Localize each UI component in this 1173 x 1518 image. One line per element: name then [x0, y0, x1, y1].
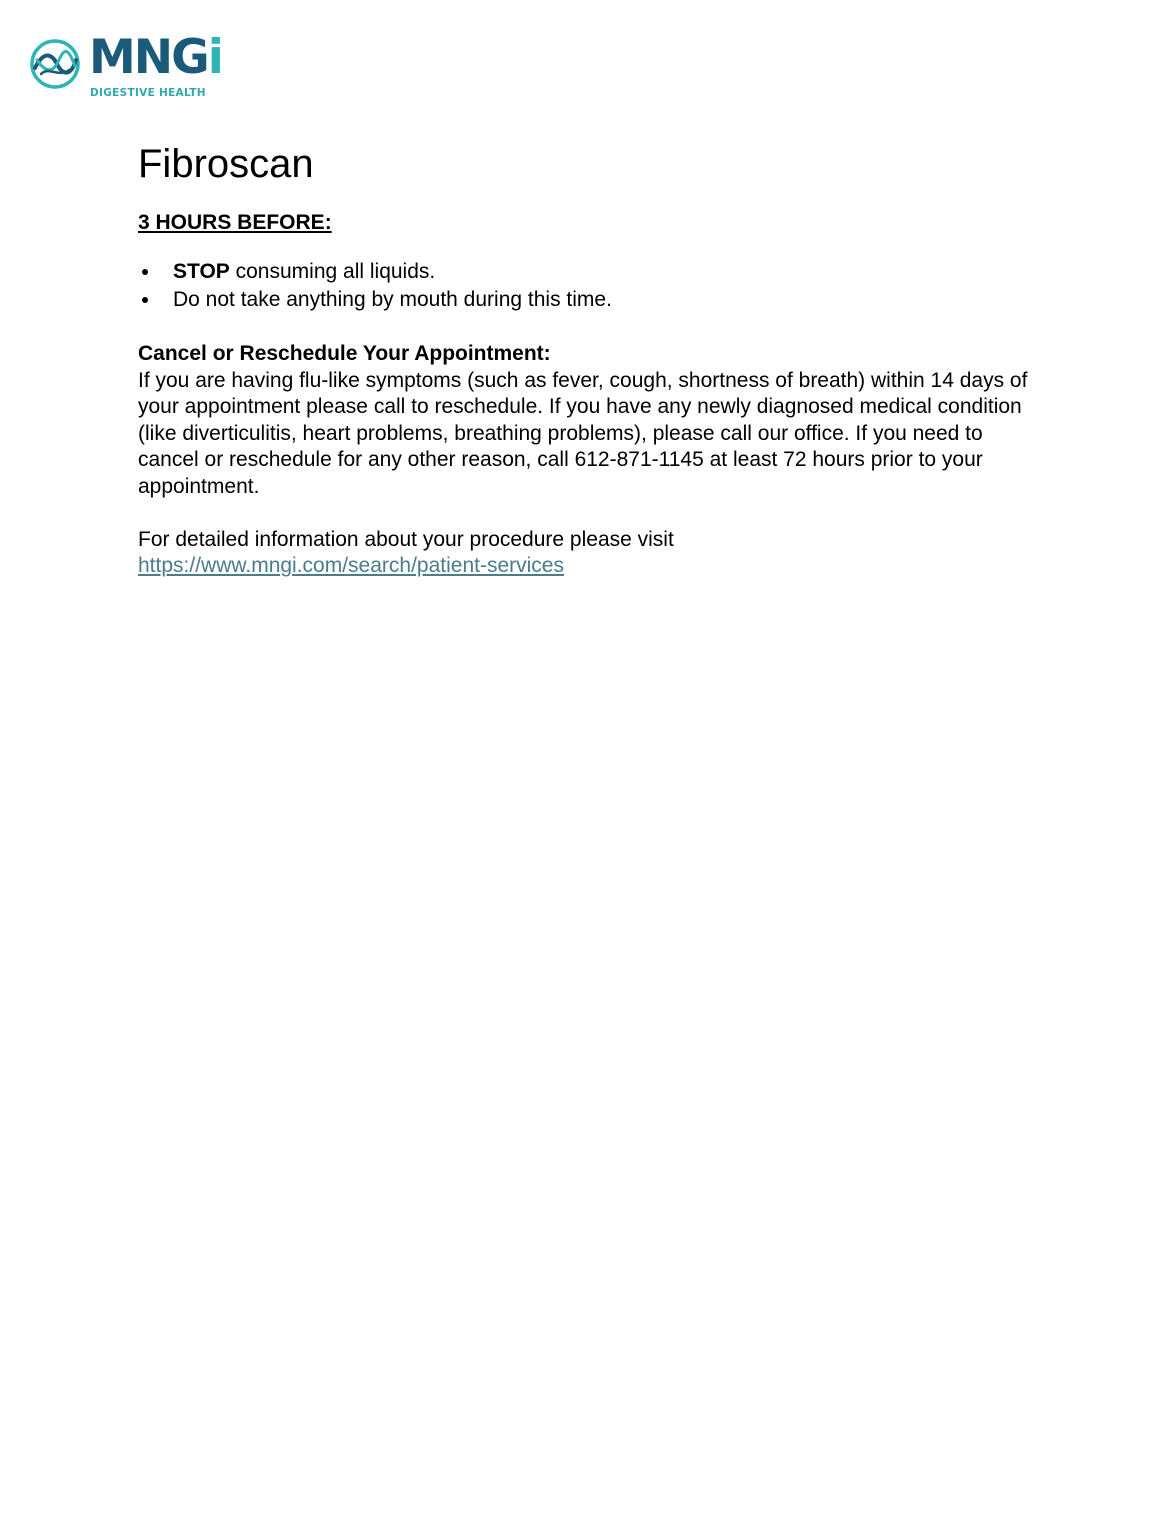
mngi-logo	[29, 30, 239, 100]
info-text: For detailed information about your procedure please visit	[138, 527, 674, 551]
list-item-text: consuming all liquids.	[229, 260, 436, 283]
list-item	[138, 286, 1048, 314]
logo-wave-icon	[29, 38, 81, 90]
list-item	[138, 258, 1048, 286]
list-item-text: Do not take anything by mouth during this time.	[173, 288, 612, 311]
logo-tagline: DIGESTIVE HEALTH	[90, 87, 206, 99]
instructions-list	[138, 258, 1048, 314]
section-heading: 3 HOURS BEFORE:	[138, 211, 332, 234]
list-item-bold: STOP	[173, 260, 230, 283]
logo-wordmark: MNGi	[89, 30, 222, 85]
page-title: Fibroscan	[138, 142, 314, 186]
cancel-heading: Cancel or Reschedule Your Appointment:	[138, 342, 551, 365]
cancel-body: If you are having flu-like symptoms (such as fever, cough, shortness of breath) within 14 days of your appointment please call to reschedule. If you have any newly diagnosed medical condition (like diverticulitis, heart problems, breathing problems), please call our office. If you need to cancel or reschedule for any other reason, call 612-871-1145 at least 72 hours prior to your appointment.	[138, 368, 1028, 498]
document-body	[138, 140, 1048, 580]
patient-services-link[interactable]: https://www.mngi.com/search/patient-services	[138, 554, 564, 577]
